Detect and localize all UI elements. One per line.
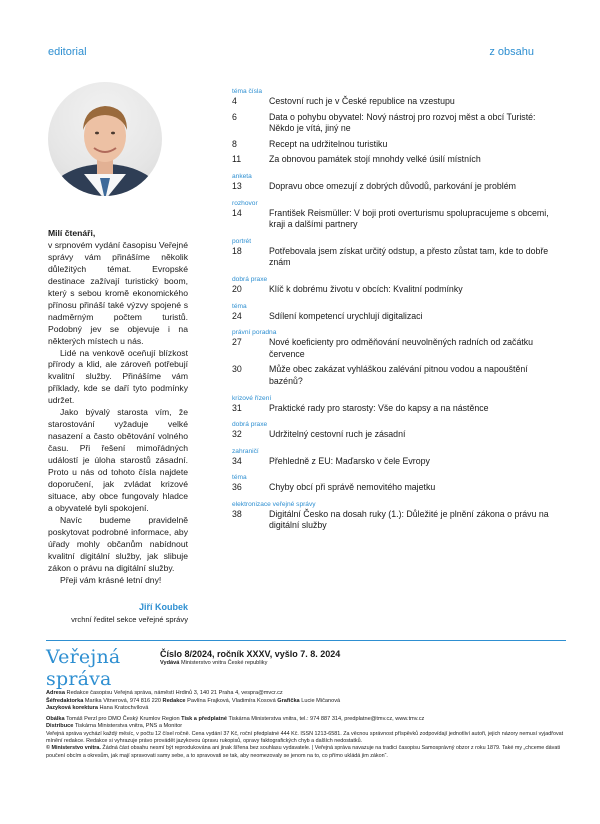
toc-section — [232, 328, 562, 387]
toc-section-label: dobrá praxe — [232, 275, 268, 283]
proofreading-line: Jazyková korektura Hana Kratochvílová — [46, 705, 149, 712]
toc-section — [232, 420, 562, 441]
section-label-contents: z obsahu — [489, 46, 534, 58]
toc-title: Recept na udržitelnou turistiku — [269, 138, 388, 149]
toc-entry[interactable] — [232, 208, 562, 231]
toc-title: Udržitelný cestovní ruch je zásadní — [269, 429, 406, 440]
distribution-line: Distribuce Tiskárna Ministerstva vnitra, PNS a Monitor — [46, 723, 183, 730]
toc-page-number: 6 — [232, 111, 237, 122]
toc-entry[interactable] — [232, 139, 562, 151]
toc-page-number: 38 — [232, 508, 242, 519]
address-line: Adresa Redakce časopisu Veřejná správa, náměstí Hrdinů 3, 140 21 Praha 4, vespra@mvcr.cz — [46, 690, 283, 696]
toc-page-number: 31 — [232, 402, 242, 413]
toc-entry[interactable] — [232, 181, 562, 193]
editorial-signature — [48, 601, 188, 625]
toc-entry[interactable] — [232, 112, 562, 135]
toc-title: Sdílení kompetencí urychlují digitalizaci — [269, 310, 423, 321]
copyright-note: © Ministerstvo vnitra. Žádná část obsahu nesmí být reprodukována ani jinak šířena bez souhlasu vydavatele. | Veřejná správa navazuje na tradici časopisu Samosprávný obzor z roku 1879. Také my „chceme dávati poučení obcím a okresům, jak mají spravovati samy sebe, a to spravovati se tak, aby neomezovaly se jenom na to, co přímo ukládá jim zákon“. — [46, 745, 561, 759]
toc-section — [232, 500, 562, 532]
toc-entry[interactable] — [232, 456, 562, 468]
toc-entry[interactable] — [232, 284, 562, 296]
toc-section-label: krizové řízení — [232, 394, 272, 402]
editorial-paragraph: Přeji vám krásné letní dny! — [60, 574, 162, 585]
toc-section-label: právní poradna — [232, 329, 277, 337]
table-of-contents — [232, 87, 562, 538]
toc-title: Dopravu obce omezují z dobrých důvodů, parkování je problém — [269, 180, 516, 191]
toc-entry[interactable] — [232, 429, 562, 441]
toc-entry[interactable] — [232, 364, 562, 387]
toc-section-label: téma — [232, 302, 247, 310]
toc-title: Nové koeficienty pro odměňování neuvolněných radních od začátku července — [269, 337, 534, 359]
section-label-editorial: editorial — [48, 46, 87, 58]
editorial-paragraph: Lidé na venkově oceňují blízkost přírody a klid, ale zároveň potřebují kvalitní služby. Přinášíme vám příklady, kde se daří tyto podmínky udržet. — [48, 347, 188, 406]
toc-title: Praktické rady pro starosty: Vše do kapsy a na nástěnce — [269, 402, 489, 413]
toc-section-label: téma čísla — [232, 88, 263, 95]
toc-section — [232, 275, 562, 296]
editorial-paragraph: v srpnovém vydání časopisu Veřejné správy vám přinášíme několik důležitých témat. Evropské destinace zažívají turistický boom, který s sebou kromě ekonomického přínosu přináší také výzvy spojené s nadměrným počtem turistů. Podobný jev se objevuje i na některých místech u nás. — [48, 239, 188, 346]
toc-title: Potřebovala jsem získat určitý odstup, a přesto zůstat tam, kde to dobře znám — [269, 245, 549, 268]
toc-page-number: 13 — [232, 180, 242, 191]
toc-section — [232, 394, 562, 415]
toc-page-number: 30 — [232, 364, 242, 375]
toc-section-label: elektronizace veřejné správy — [232, 500, 316, 508]
masthead — [46, 646, 566, 690]
toc-section-label: rozhovor — [232, 199, 258, 207]
toc-section — [232, 473, 562, 494]
toc-title: Digitální Česko na dosah ruky (1.): Důležité je plnění zákona o právu na digitální služby — [269, 508, 549, 531]
toc-section — [232, 172, 562, 193]
toc-section-label: dobrá praxe — [232, 421, 268, 429]
toc-section-label: téma — [232, 474, 247, 482]
toc-page-number: 20 — [232, 283, 242, 294]
signature-role: vrchní ředitel sekce veřejné správy — [71, 615, 188, 624]
toc-entry[interactable] — [232, 96, 562, 108]
toc-page-number: 34 — [232, 455, 242, 466]
editorial-paragraph: Navíc budeme pravidelně poskytovat podrobné informace, aby úřady mohly občanům nabídnout kvalitní digitální služby, jak slibuje zákon o právu na digitální služby. — [48, 514, 188, 573]
issue-info — [160, 646, 340, 668]
issue-number: Číslo 8/2024, ročník XXXV, vyšlo 7. 8. 2024 — [160, 649, 341, 659]
toc-page-number: 24 — [232, 310, 242, 321]
author-portrait — [48, 82, 162, 196]
toc-entry[interactable] — [232, 337, 562, 360]
toc-title: Cestovní ruch je v České republice na vzestupu — [269, 96, 455, 106]
toc-title: Přehledně z EU: Maďarsko v čele Evropy — [269, 455, 430, 466]
colophon — [46, 640, 566, 760]
toc-title: Data o pohybu obyvatel: Nový nástroj pro rozvoj měst a obcí Turisté: Někdo je vítá, jiný ne — [269, 111, 536, 134]
toc-title: František Reismüller: V boji proti overturismu spolupracujeme s obcemi, kraji a dalšími partnery — [269, 207, 549, 230]
toc-section — [232, 87, 562, 166]
toc-title: Může obec zakázat vyhláškou zalévání pitnou vodou a napouštění bazénů? — [269, 364, 528, 386]
toc-page-number: 27 — [232, 337, 242, 348]
editorial-greeting: Milí čtenáři, — [48, 228, 96, 238]
editorial-staff-line: Šéfredaktorka Marika Vitnerová, 974 816 220 Redakce Pavlína Frajková, Vladimíra Kosová Grafička Lucie Mičanová — [46, 697, 341, 704]
toc-entry[interactable] — [232, 154, 562, 166]
toc-page-number: 8 — [232, 138, 237, 149]
toc-entry[interactable] — [232, 311, 562, 323]
toc-title: Klíč k dobrému životu v obcích: Kvalitní podmínky — [269, 283, 463, 294]
toc-entry[interactable] — [232, 246, 562, 269]
toc-entry[interactable] — [232, 509, 562, 532]
toc-section-label: zahraničí — [232, 447, 259, 455]
toc-page-number: 32 — [232, 429, 242, 440]
toc-section-label: portrét — [232, 237, 252, 245]
toc-page-number: 36 — [232, 482, 242, 493]
toc-section — [232, 447, 562, 468]
legal-note: Veřejná správa vychází každý měsíc, v počtu 12 čísel ročně. Cena vydání 37 Kč, roční předplatné 444 Kč. ISSN 1213-6581. Za věcnou správnost příspěvků zodpovídají jednotliví autoři, jejich názory nemusí vyjadřovat mínění redakce. Redakce si vyhrazuje právo provádět jazykovou úpravu rukopisů, opravy faktografických chyb a dalších nedostatků. — [46, 730, 564, 745]
toc-section — [232, 237, 562, 269]
toc-section — [232, 302, 562, 323]
toc-entry[interactable] — [232, 403, 562, 415]
cover-print-line: Obálka Tomáš Perzl pro DMO Český Krumlov Region Tisk a předplatné Tiskárna Ministerstva vnitra, tel.: 974 887 314, predplatne@tmv.cz, www.tmv.cz — [46, 715, 425, 722]
toc-section-label: anketa — [232, 172, 252, 180]
toc-title: Za obnovou památek stojí mnohdy velké úsilí místních — [269, 154, 481, 165]
toc-page-number: 14 — [232, 207, 242, 218]
publisher-line: Vydává Ministerstvo vnitra České republiky — [160, 660, 268, 666]
magazine-logo: Veřejná správa — [46, 646, 121, 690]
editorial-letter — [48, 228, 188, 587]
toc-section — [232, 199, 562, 231]
toc-title: Chyby obcí při správě nemovitého majetku — [269, 482, 436, 493]
editorial-paragraph: Jako bývalý starosta vím, že starostování vyžaduje velké nasazení a často obětování volného času. Při řešení mimořádných událostí je úloha starostů zásadní. Proto u nás od tohoto čísla najdete doporučení, jak zvládat krizové situace, aby obce fungovaly hladce a obyvatelé byli spokojení. — [48, 407, 188, 513]
signature-name: Jiří Koubek — [138, 602, 188, 612]
toc-entry[interactable] — [232, 482, 562, 494]
toc-page-number: 18 — [232, 245, 242, 256]
toc-page-number: 4 — [232, 96, 237, 106]
toc-page-number: 11 — [232, 154, 242, 165]
